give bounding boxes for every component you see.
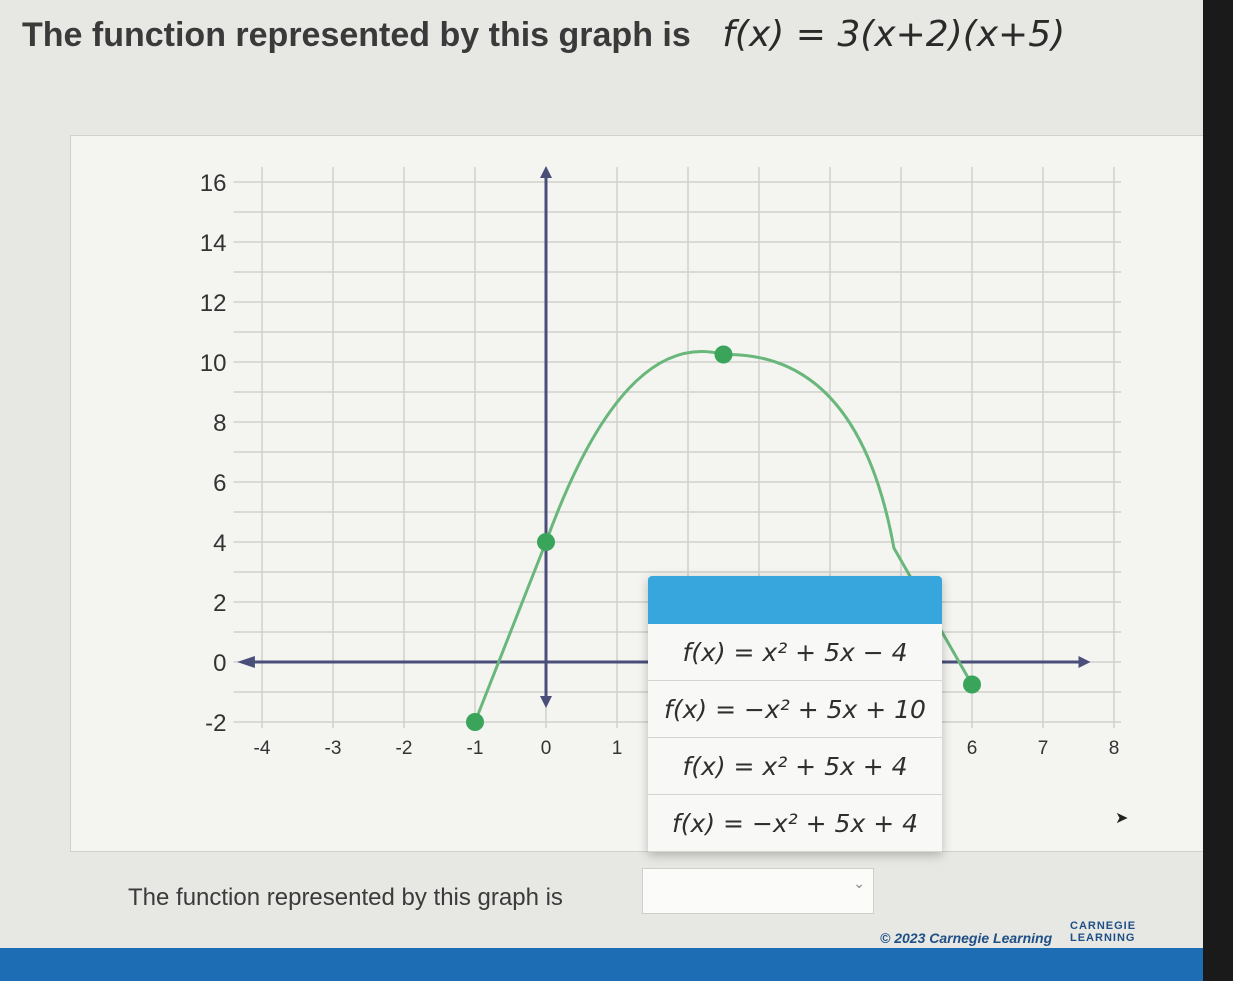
x-tick-label: 1 — [611, 738, 623, 759]
x-tick-label: 6 — [966, 738, 978, 759]
dropdown-menu-header — [648, 576, 942, 624]
x-tick-label: 8 — [1108, 738, 1120, 759]
carnegie-learning-logo — [1070, 920, 1136, 944]
brand-line-2: LEARNING — [1070, 932, 1136, 944]
y-tick-label: 6 — [213, 470, 227, 497]
x-tick-label: 7 — [1037, 738, 1049, 759]
y-tick-label: 8 — [213, 410, 227, 437]
dropdown-option-1[interactable]: f(x) = x² + 5x − 4 — [648, 624, 942, 681]
dropdown-option-4[interactable]: f(x) = −x² + 5x + 4 — [648, 795, 942, 852]
question-text: The function represented by this graph is — [22, 16, 691, 54]
x-axis-arrow-right — [1079, 656, 1091, 668]
answer-dropdown-menu — [648, 576, 942, 852]
x-tick-label: -3 — [324, 738, 342, 759]
dropdown-option-2[interactable]: f(x) = −x² + 5x + 10 — [648, 681, 942, 738]
y-tick-label: -2 — [205, 710, 227, 737]
y-tick-label: 12 — [199, 290, 227, 317]
x-axis-arrow-left — [237, 656, 255, 668]
chevron-down-icon: ⌄ — [853, 875, 865, 891]
brand-line-1: CARNEGIE — [1070, 920, 1137, 932]
y-axis-arrow-down — [540, 696, 552, 708]
y-tick-label: 0 — [213, 650, 227, 677]
x-tick-label: -4 — [253, 738, 271, 759]
y-tick-label: 14 — [199, 230, 227, 257]
y-tick-label: 16 — [199, 170, 227, 197]
answer-prompt: The function represented by this graph is — [128, 884, 563, 911]
x-tick-label: -2 — [395, 738, 413, 759]
graph-point — [715, 346, 733, 364]
y-tick-label: 10 — [199, 350, 227, 377]
x-tick-label: 0 — [540, 738, 552, 759]
mouse-cursor-icon: ➤ — [1115, 810, 1129, 827]
answer-select[interactable] — [642, 868, 874, 914]
graph-point — [537, 533, 555, 551]
y-axis-arrow-up — [540, 166, 552, 178]
question-formula: f(x) = 3(x+2)(x+5) — [722, 14, 1066, 55]
footer-bar — [0, 948, 1233, 981]
graph-point — [963, 676, 981, 694]
dropdown-option-3[interactable]: f(x) = x² + 5x + 4 — [648, 738, 942, 795]
copyright-text: © 2023 Carnegie Learning — [880, 930, 1053, 946]
graph-point — [466, 713, 484, 731]
y-tick-label: 4 — [213, 530, 227, 557]
x-tick-label: -1 — [466, 738, 484, 759]
screen-edge — [1203, 0, 1233, 981]
y-tick-label: 2 — [213, 590, 227, 617]
